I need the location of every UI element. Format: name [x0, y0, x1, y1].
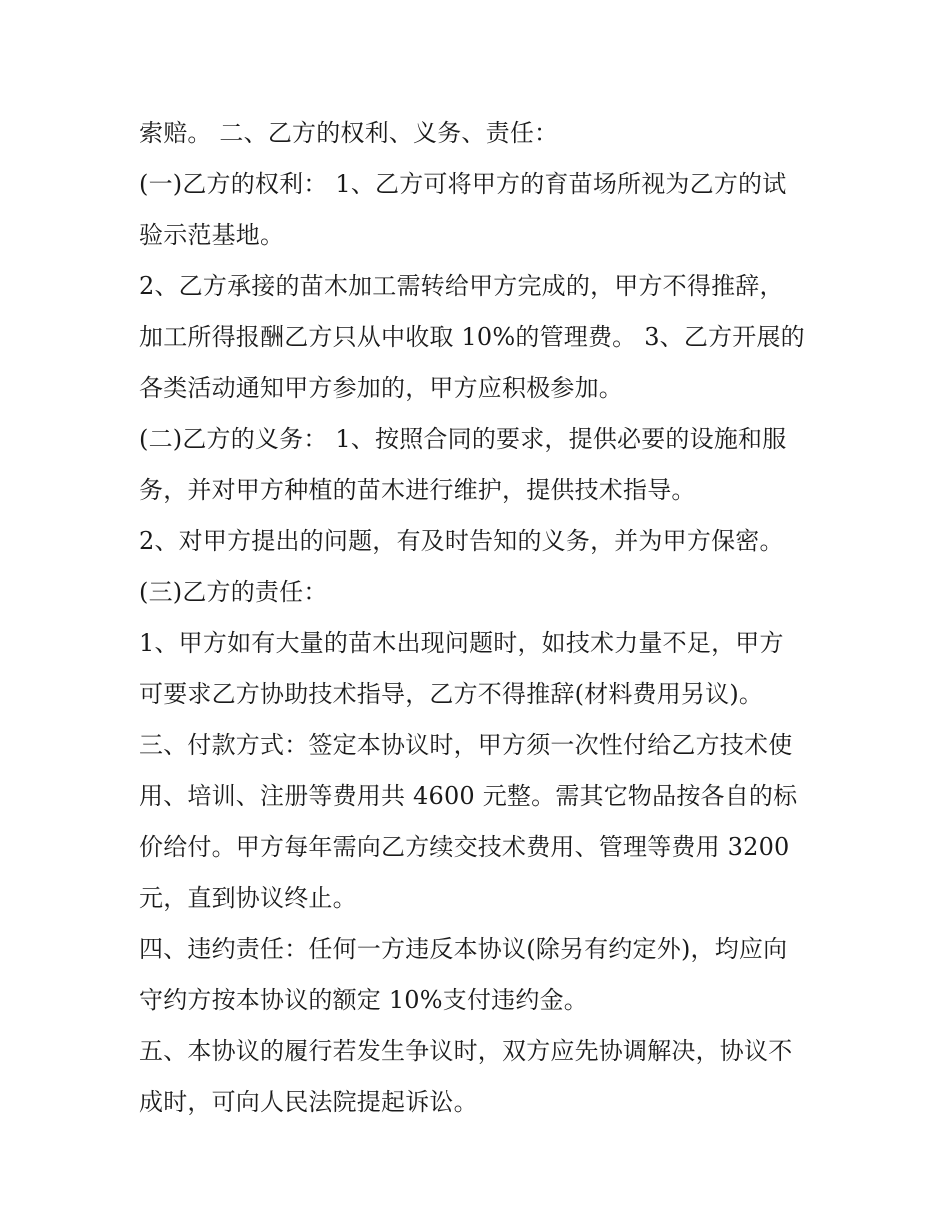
text-line: 可要求乙方协助技术指导，乙方不得推辞(材料费用另议)。	[139, 680, 764, 708]
text-line: 价给付。甲方每年需向乙方续交技术费用、管理等费用 3200	[139, 833, 790, 861]
text-line: 2、乙方承接的苗木加工需转给甲方完成的，甲方不得推辞，	[139, 272, 784, 300]
text-line: 验示范基地。	[139, 221, 285, 249]
text-line: 加工所得报酬乙方只从中收取 10%的管理费。 3、乙方开展的	[139, 323, 805, 351]
text-line: 守约方按本协议的额定 10%支付违约金。	[139, 986, 588, 1014]
text-line: (一)乙方的权利： 1、乙方可将甲方的育苗场所视为乙方的试	[139, 170, 787, 198]
text-line: 索赔。 二、乙方的权利、义务、责任：	[139, 119, 559, 147]
text-line: 四、违约责任：任何一方违反本协议(除另有约定外)，均应向	[139, 935, 788, 963]
text-line: 2、对甲方提出的问题，有及时告知的义务，并为甲方保密。	[139, 527, 784, 555]
text-line: (三)乙方的责任：	[139, 578, 328, 606]
text-line: 元，直到协议终止。	[139, 884, 357, 912]
text-line: 五、本协议的履行若发生争议时，双方应先协调解决，协议不	[139, 1037, 793, 1065]
text-line: (二)乙方的义务： 1、按照合同的要求，提供必要的设施和服	[139, 425, 787, 453]
text-line: 三、付款方式：签定本协议时，甲方须一次性付给乙方技术使	[139, 731, 793, 759]
text-line: 成时，可向人民法院提起诉讼。	[139, 1088, 478, 1116]
document-body	[139, 108, 829, 1128]
text-line: 各类活动通知甲方参加的，甲方应积极参加。	[139, 374, 623, 402]
text-line: 1、甲方如有大量的苗木出现问题时，如技术力量不足，甲方	[139, 629, 784, 657]
text-line: 务，并对甲方种植的苗木进行维护，提供技术指导。	[139, 476, 696, 504]
text-line: 用、培训、注册等费用共 4600 元整。需其它物品按各自的标	[139, 782, 798, 810]
